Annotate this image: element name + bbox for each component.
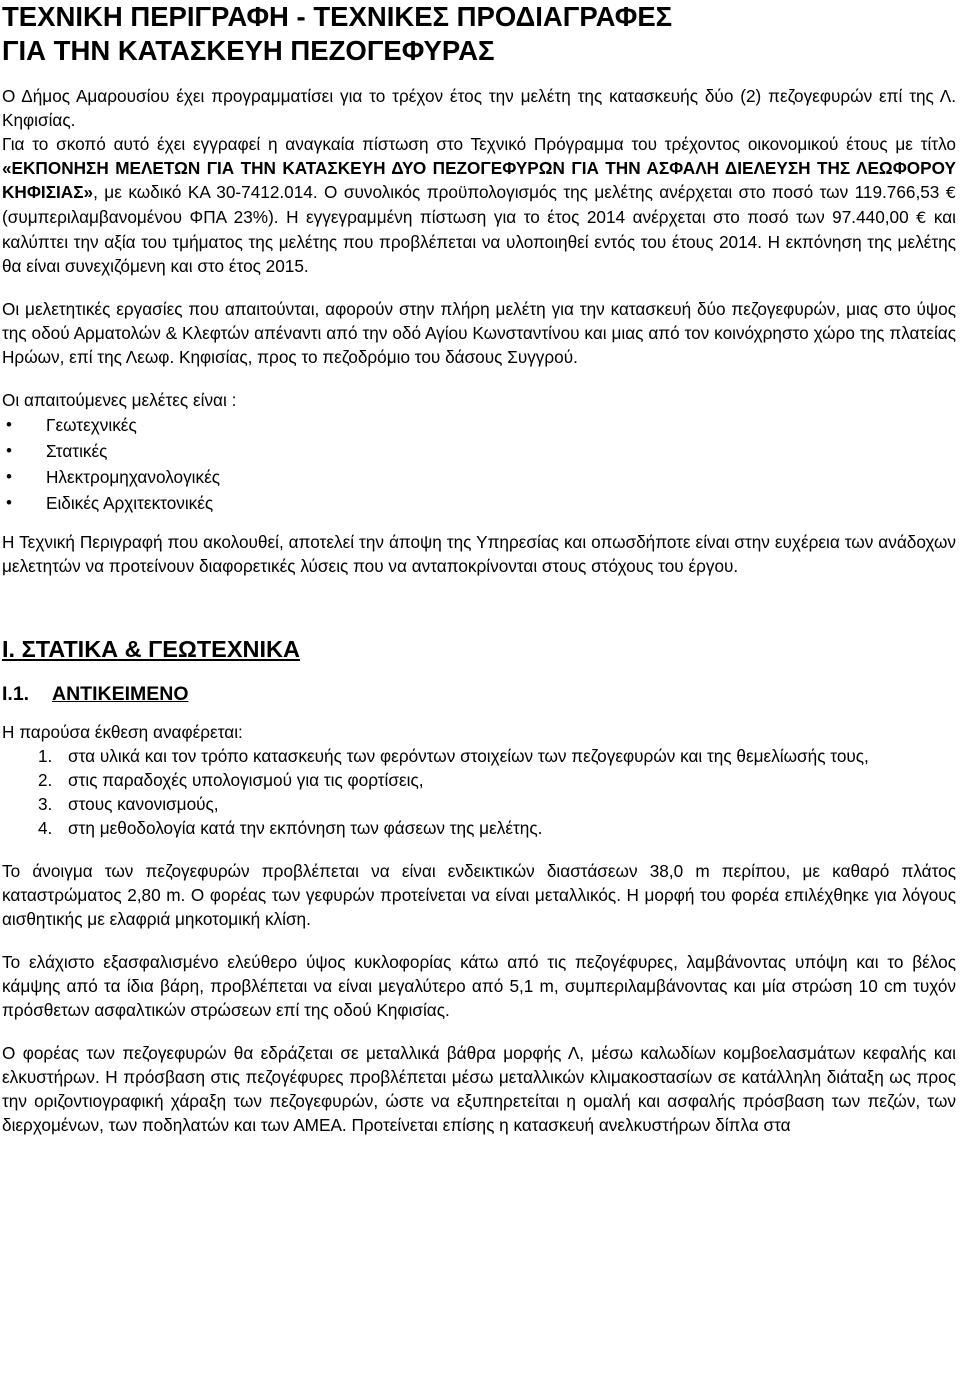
- title-line-2: ΓΙΑ ΤΗΝ ΚΑΤΑΣΚΕΥΗ ΠΕΖΟΓΕΦΥΡΑΣ: [2, 35, 495, 66]
- subsection-number: Ι.1.: [2, 683, 30, 705]
- list-item: [2, 816, 956, 840]
- studies-list: [2, 412, 956, 516]
- budget-text-d: και καλύπτει την αξία του τμήματος της μελέτης που προβλέπεται να υλοποιηθεί εντός του έτους 2014. Η εκπόνηση της μελέτης θα είναι συνεχιζόμενη και στο έτος 2015.: [2, 207, 956, 276]
- list-item: [2, 792, 956, 816]
- budget-paragraph: [2, 132, 956, 278]
- scope-paragraph: Οι μελετητικές εργασίες που απαιτούνται, αφορούν στην πλήρη μελέτη για την κατασκευή δύο πεζογεφυρών, μιας στο ύψος της οδού Αρματολών & Κλεφτών απέναντι από την οδό Αγίου Κωνσταντίνου και μιας από τον κοινόχρηστο χώρο της πλατείας Ηρώων, επί της Λεωφ. Κηφισίας, προς το πεζοδρόμιο του δάσους Συγγρού.: [2, 299, 956, 367]
- budget-text-a: Για το σκοπό αυτό έχει εγγραφεί η αναγκαία πίστωση στο Τεχνικό Πρόγραμμα του τρέχοντος οικονομικού έτους με τίτλο: [2, 134, 956, 154]
- bullet-icon: •: [6, 415, 12, 434]
- euro-icon: €: [945, 183, 956, 202]
- list-item: [2, 744, 956, 768]
- report-intro: Η παρούσα έκθεση αναφέρεται:: [2, 722, 243, 742]
- list-item-text: στη μεθοδολογία κατά την εκπόνηση των φάσεων της μελέτης.: [68, 818, 543, 838]
- budget-text-c: (συμπεριλαμβανομένου ΦΠΑ 23%). Η εγγεγραμμένη πίστωση για το έτος 2014 ανέρχεται στο ποσό των 97.440,00: [2, 207, 917, 227]
- list-item-text: Ειδικές Αρχιτεκτονικές: [46, 493, 214, 513]
- list-item: [2, 412, 956, 438]
- list-number: 2.: [38, 770, 53, 790]
- support-paragraph: Ο φορέας των πεζογεφυρών θα εδράζεται σε μεταλλικά βάθρα μορφής Λ, μέσω καλωδίων κομβοελασμάτων κεφαλής και ελκυστήρων. Η πρόσβαση στις πεζογέφυρες προβλέπεται μέσω μεταλλικών κλιμακοστασίων σε κατάλληλη διάταξη ως προς την οριζοντιογραφική χάραξη των πεζογεφυρών, ώστε να εξυπηρετείται η ομαλή και ασφαλής πρόσβαση των πεζών, των διερχομένων, των ποδηλατών και των ΑΜΕΑ. Προτείνεται επίσης η κατασκευή ανελκυστήρων δίπλα στα: [2, 1043, 956, 1135]
- bullet-icon: •: [6, 441, 12, 460]
- description-paragraph: Η Τεχνική Περιγραφή που ακολουθεί, αποτελεί την άποψη της Υπηρεσίας και οπωσδήποτε είναι στην ευχέρεια των ανάδοχων μελετητών να προτείνουν διαφορετικές λύσεις που να ανταποκρίνονται στους στόχους του έργου.: [2, 532, 956, 576]
- list-item-text: Ηλεκτρομηχανολογικές: [46, 467, 221, 487]
- section-heading: Ι. ΣΤΑΤΙΚΑ & ΓΕΩΤΕΧΝΙΚΑ: [2, 636, 300, 662]
- list-item: [2, 768, 956, 792]
- title-line-1: ΤΕΧΝΙΚΗ ΠΕΡΙΓΡΑΦΗ - ΤΕΧΝΙΚΕΣ ΠΡΟΔΙΑΓΡΑΦΕΣ: [2, 1, 673, 32]
- project-title: «ΕΚΠΟΝΗΣΗ ΜΕΛΕΤΩΝ ΓΙΑ ΤΗΝ ΚΑΤΑΣΚΕΥΗ ΔΥΟ ΠΕΖΟΓΕΦΥΡΩΝ ΓΙΑ ΤΗΝ ΑΣΦΑΛΗ ΔΙΕΛΕΥΣΗ ΤΗΣ ΛΕΩΦΟΡΟΥ ΚΗΦΙΣΙΑΣ»: [2, 158, 956, 202]
- bullet-icon: •: [6, 493, 12, 512]
- budget-text-b: , με κωδικό ΚΑ 30-7412.014. Ο συνολικός προϋπολογισμός της μελέτης ανέρχεται στο ποσό των 119.766,53: [93, 182, 946, 202]
- subsection-heading: [2, 680, 956, 708]
- report-scope-list: [2, 744, 956, 840]
- list-number: 3.: [38, 794, 53, 814]
- subsection-title: ΑΝΤΙΚΕΙΜΕΝΟ: [52, 683, 189, 705]
- list-number: 1.: [38, 746, 53, 766]
- list-item-text: Στατικές: [46, 441, 108, 461]
- span-paragraph: Το άνοιγμα των πεζογεφυρών προβλέπεται να είναι ενδεικτικών διαστάσεων 38,0 m περίπου, με καθαρό πλάτος καταστρώματος 2,80 m. Ο φορέας των γεφυρών προτείνεται να είναι μεταλλικός. Η μορφή του φορέα επιλέχθηκε για λόγους αισθητικής με ελαφριά μηκοτομική κλίση.: [2, 861, 956, 929]
- list-number: 4.: [38, 818, 53, 838]
- intro-paragraph: Ο Δήμος Αμαρουσίου έχει προγραμματίσει για το τρέχον έτος την μελέτη της κατασκευής δύο (2) πεζογεφυρών επί της Λ. Κηφισίας.: [2, 86, 956, 130]
- euro-icon: €: [916, 208, 927, 227]
- bullet-icon: •: [6, 467, 12, 486]
- list-item: [2, 438, 956, 464]
- list-item-text: στα υλικά και τον τρόπο κατασκευής των φερόντων στοιχείων των πεζογεφυρών και της θεμελίωσής τους,: [68, 746, 869, 766]
- document-title: [2, 0, 956, 68]
- list-item-text: στους κανονισμούς,: [68, 794, 219, 814]
- list-item-text: στις παραδοχές υπολογισμού για τις φορτίσεις,: [68, 770, 424, 790]
- clearance-paragraph: Το ελάχιστο εξασφαλισμένο ελεύθερο ύψος κυκλοφορίας κάτω από τις πεζογέφυρες, λαμβάνοντας υπόψη και το βέλος κάμψης από τα ίδια βάρη, προβλέπεται να είναι μεγαλύτερο από 5,1 m, συμπεριλαμβάνοντας και μία στρώση 10 cm τυχόν πρόσθετων ασφαλτικών στρώσεων επί της οδού Κηφισίας.: [2, 952, 956, 1020]
- studies-intro: Οι απαιτούμενες μελέτες είναι :: [2, 390, 237, 410]
- list-item: [2, 464, 956, 490]
- list-item: [2, 490, 956, 516]
- list-item-text: Γεωτεχνικές: [46, 415, 137, 435]
